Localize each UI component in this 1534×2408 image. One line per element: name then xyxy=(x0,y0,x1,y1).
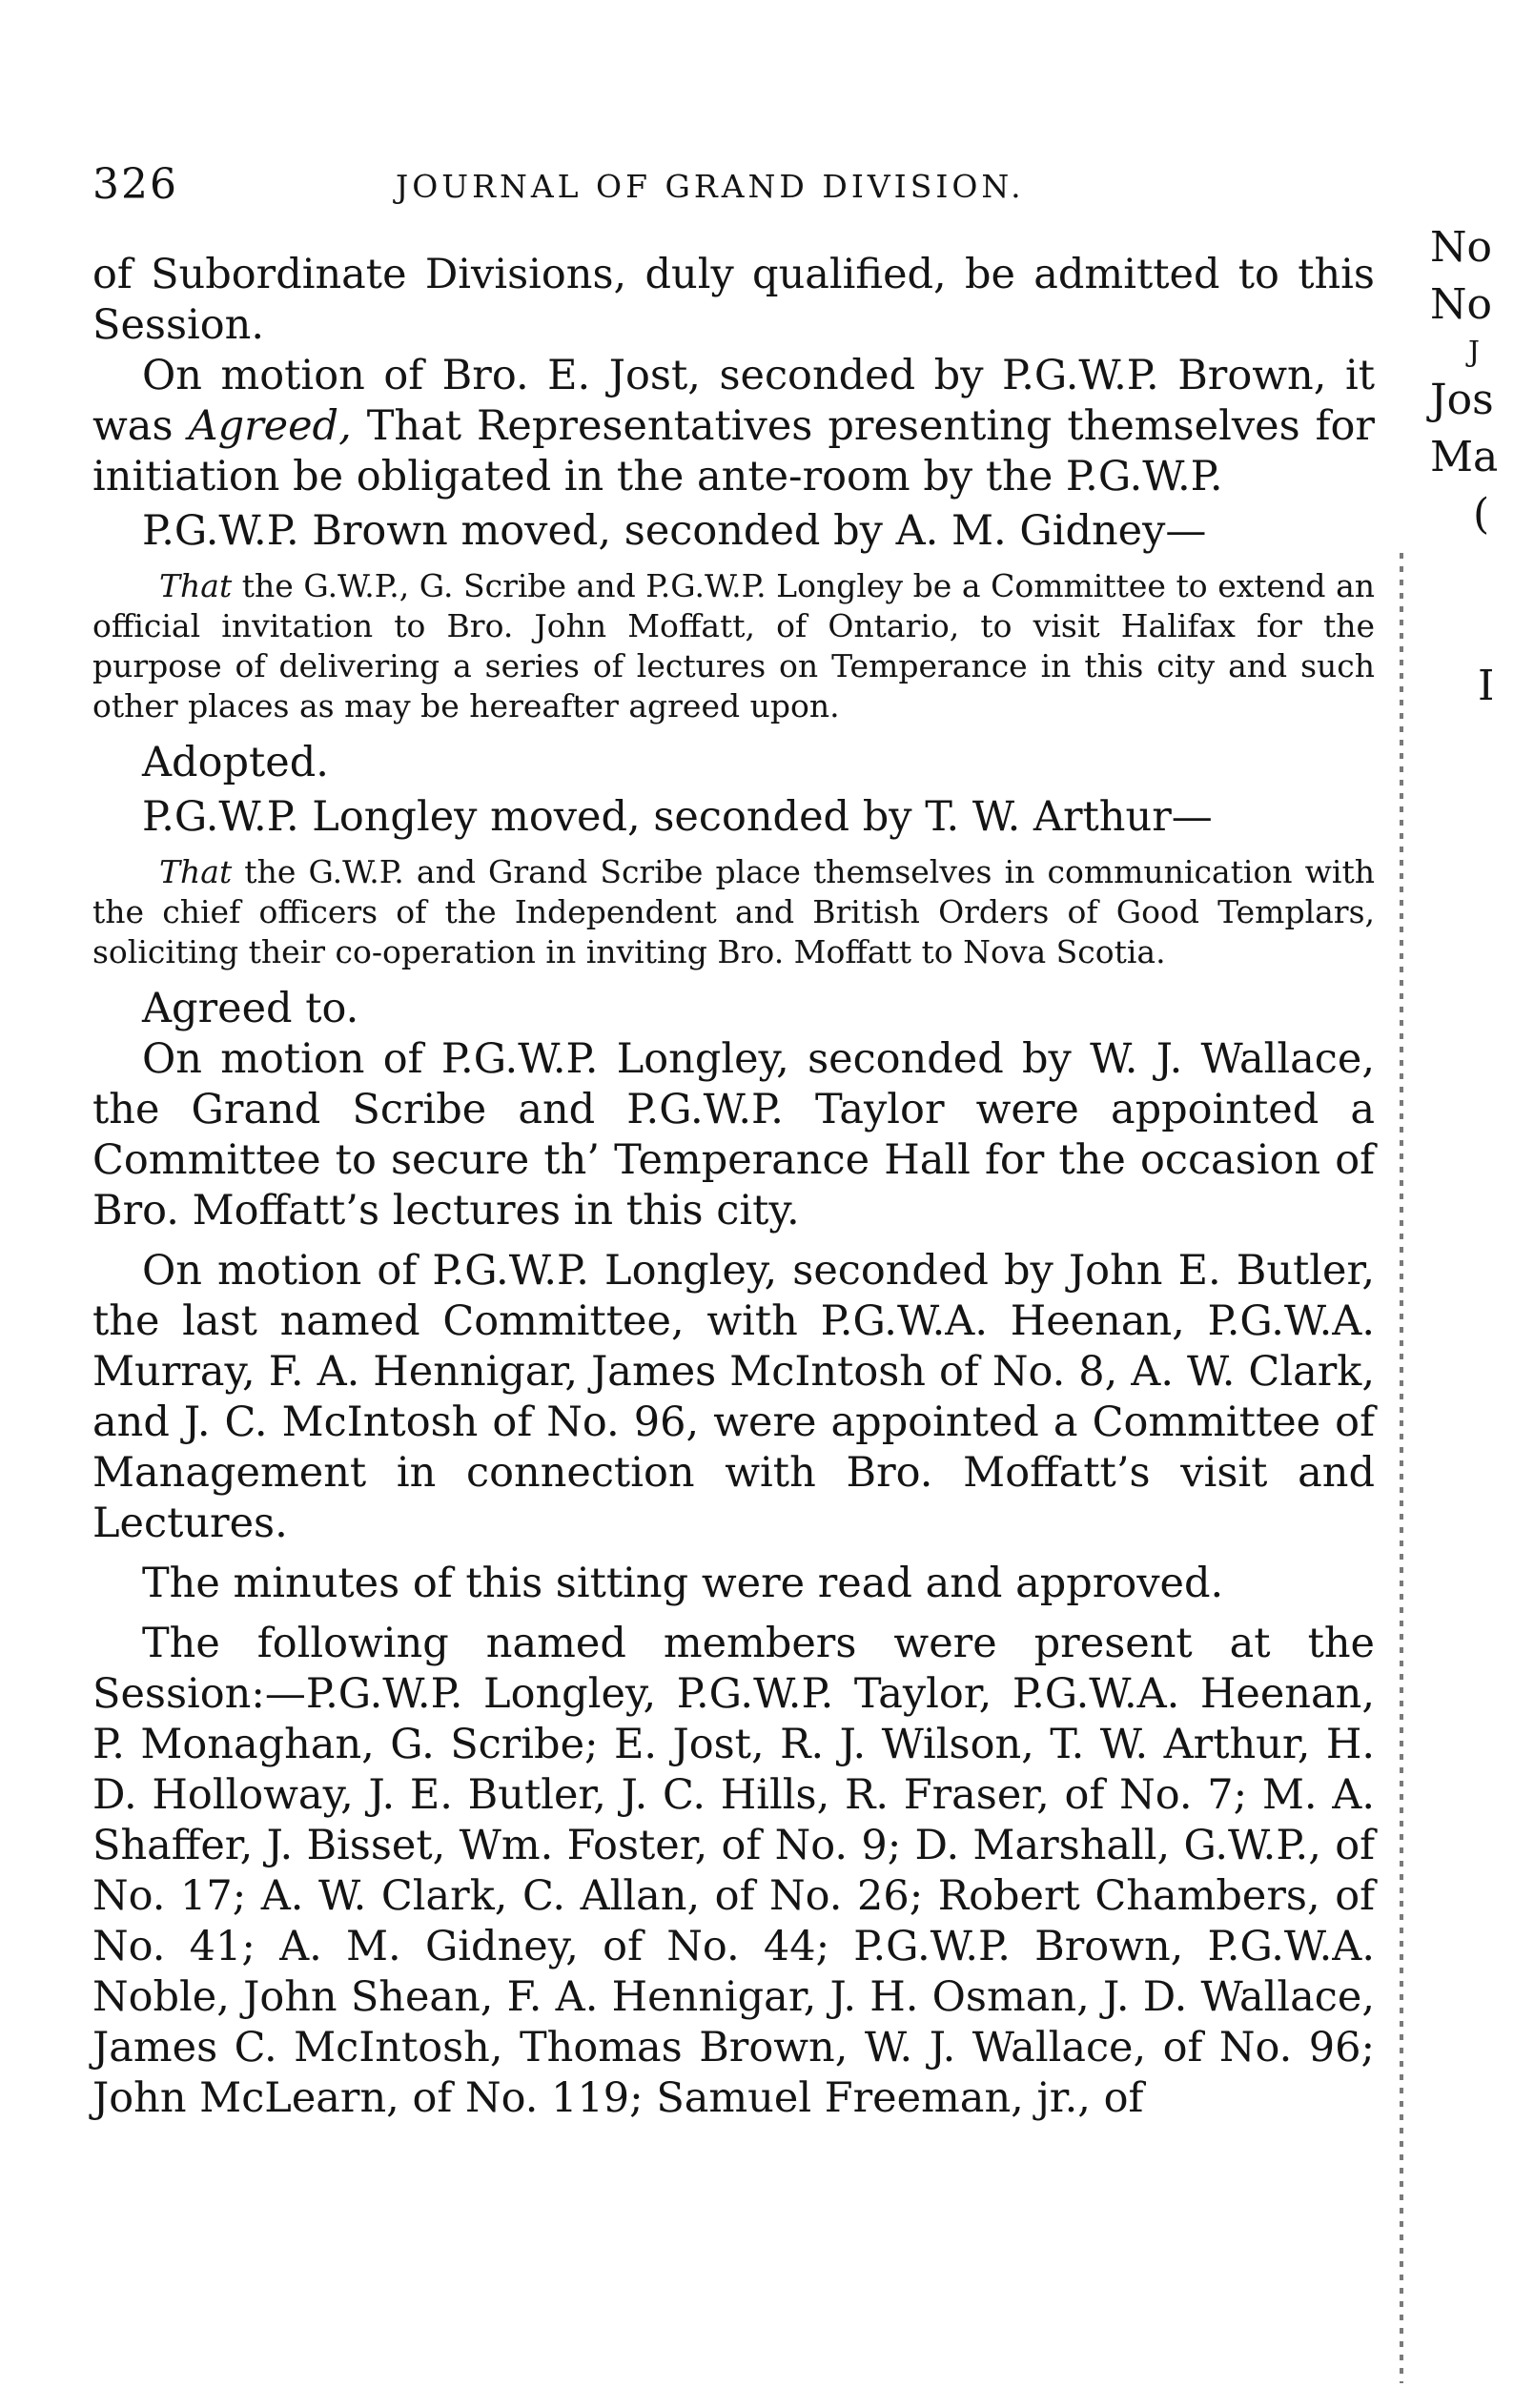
margin-fragment: J xyxy=(1468,336,1481,369)
paragraph-continuation: of Subordinate Divisions, duly qualified, be admitted to this Session. xyxy=(92,251,1375,349)
binding-shadow xyxy=(1400,553,1403,2383)
paragraph-jost-motion xyxy=(92,351,1375,502)
facing-page-fragments xyxy=(1430,219,1525,715)
margin-fragment: I xyxy=(1478,662,1495,710)
margin-fragment: ( xyxy=(1473,490,1490,539)
page-header xyxy=(92,160,1370,217)
paragraph-jost-motion-rest: That Representatives presenting themselves for initiation be obligated in the ante-room by the P.G.W.P. xyxy=(92,402,1375,500)
resolution-invitation xyxy=(92,566,1375,726)
margin-fragment: No xyxy=(1430,280,1492,329)
paragraph-minutes-approved: The minutes of this sitting were read and approved. xyxy=(142,1560,1224,1607)
resolution-templars xyxy=(92,852,1375,972)
page-number: 326 xyxy=(92,160,178,209)
paragraph-hall-committee: On motion of P.G.W.P. Longley, seconded by W. J. Wallace, the Grand Scribe and P.G.W.P. Taylor were appointed a Committee to secure th’ Temperance Hall for the occasion of Bro. Moffatt’s lectures in this city. xyxy=(92,1035,1375,1235)
agreed-note: Agreed to. xyxy=(142,985,359,1032)
resolution-invitation-lead: That xyxy=(159,567,233,604)
motion-longley: P.G.W.P. Longley moved, seconded by T. W. Arthur— xyxy=(142,793,1213,841)
running-head: JOURNAL OF GRAND DIVISION. xyxy=(396,168,1025,205)
resolution-templars-lead: That xyxy=(159,853,233,890)
paragraph-jost-motion-lead: On motion of Bro. E. Jost, seconded by P.G.W.P. Brown, it was xyxy=(92,352,1375,450)
resolution-invitation-text: the G.W.P., G. Scribe and P.G.W.P. Longley be a Committee to extend an official invitation to Bro. John Moffatt, of Ontario, to visit Halifax for the purpose of delivering a series of lectures on Temperance in this city and such other places as may be hereafter agreed upon. xyxy=(92,567,1375,724)
motion-brown: P.G.W.P. Brown moved, seconded by A. M. Gidney— xyxy=(142,507,1207,555)
margin-fragment: Jos xyxy=(1430,376,1494,424)
resolution-templars-text: the G.W.P. and Grand Scribe place themselves in communication with the chief officers of the Independent and British Orders of Good Templars, soliciting their co-operation in inviting Bro. Moffatt to Nova Scotia. xyxy=(92,853,1375,970)
agreed-emphasis: Agreed, xyxy=(188,402,352,450)
paragraph-management-committee: On motion of P.G.W.P. Longley, seconded by John E. Butler, the last named Committee, with P.G.W.A. Heenan, P.G.W.A. Murray, F. A. Hennigar, James McIntosh of No. 8, A. W. Clark, and J. C. McIntosh of No. 96, were appointed a Committee of Management in connection with Bro. Moffatt’s visit and Lectures. xyxy=(92,1247,1375,1547)
margin-fragment: No xyxy=(1430,223,1492,272)
margin-fragment: Ma xyxy=(1430,433,1499,481)
main-text xyxy=(92,250,1375,2124)
adopted-note: Adopted. xyxy=(142,739,329,786)
paragraph-members-present: The following named members were present at the Session:—P.G.W.P. Longley, P.G.W.P. Taylor, P.G.W.A. Heenan, P. Monaghan, G. Scribe; E. Jost, R. J. Wilson, T. W. Arthur, H. D. Holloway, J. E. Butler, J. C. Hills, R. Fraser, of No. 7; M. A. Shaffer, J. Bisset, Wm. Foster, of No. 9; D. Marshall, G.W.P., of No. 17; A. W. Clark, C. Allan, of No. 26; Robert Chambers, of No. 41; A. M. Gidney, of No. 44; P.G.W.P. Brown, P.G.W.A. Noble, John Shean, F. A. Hennigar, J. H. Osman, J. D. Wallace, James C. McIntosh, Thomas Brown, W. J. Wallace, of No. 96; John McLearn, of No. 119; Samuel Freeman, jr., of xyxy=(92,1620,1375,2122)
